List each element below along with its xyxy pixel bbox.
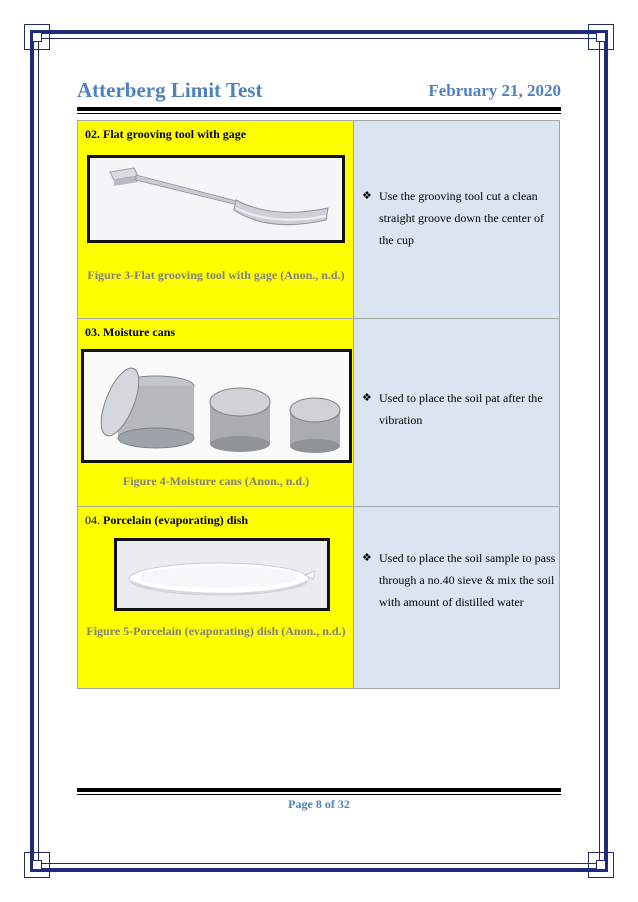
description-text: Used to place the soil pat after the vibration [379, 391, 543, 427]
grooving-tool-image [87, 155, 345, 243]
figure-caption: Figure 4-Moisture cans (Anon., n.d.) [122, 474, 310, 488]
diamond-bullet-icon: ❖ [362, 391, 372, 404]
equipment-cell [78, 507, 354, 688]
header-rule-thin [77, 113, 561, 114]
table-row [78, 319, 559, 507]
item-number: 03. [85, 325, 100, 339]
item-name: Moisture cans [103, 325, 176, 339]
footer-rule [77, 788, 561, 792]
description-text: Use the grooving tool cut a clean straight groove down the center of the cup [379, 189, 544, 247]
item-heading [85, 513, 248, 528]
corner-square [32, 32, 42, 42]
diamond-bullet-icon: ❖ [362, 189, 372, 202]
equipment-cell [78, 319, 354, 506]
item-heading [85, 127, 246, 142]
diamond-bullet-icon: ❖ [362, 551, 372, 564]
footer-rule-thin [77, 794, 561, 795]
table-row [78, 121, 559, 319]
corner-square [32, 860, 42, 870]
figure-caption: Figure 5-Porcelain (evaporating) dish (Anon., n.d.) [86, 624, 346, 638]
description-bullet [362, 185, 558, 251]
description-cell [354, 507, 559, 688]
figure-caption: Figure 3-Flat grooving tool with gage (Anon., n.d.) [87, 268, 345, 282]
description-bullet [362, 547, 558, 613]
moisture-cans-image [81, 349, 352, 463]
item-heading [85, 325, 175, 340]
item-name: Flat grooving tool with gage [103, 127, 247, 141]
header-rule [77, 107, 561, 111]
description-cell [354, 319, 559, 506]
corner-square [596, 32, 606, 42]
description-text: Used to place the soil sample to pass through a no.40 sieve & mix the soil with amount of distilled water [379, 551, 556, 609]
description-bullet [362, 387, 558, 431]
equipment-cell [78, 121, 354, 318]
item-name: Porcelain (evaporating) dish [103, 513, 249, 527]
description-cell [354, 121, 559, 318]
item-number: 02. [85, 127, 100, 141]
equipment-table [77, 120, 560, 689]
document-title: Atterberg Limit Test [77, 78, 263, 102]
document-date: February 21, 2020 [428, 81, 561, 100]
table-row [78, 507, 559, 688]
page-header [77, 78, 561, 106]
corner-square [596, 860, 606, 870]
porcelain-dish-image [114, 538, 330, 611]
page-number: Page 8 of 32 [288, 797, 350, 811]
item-number: 04. [85, 513, 100, 527]
